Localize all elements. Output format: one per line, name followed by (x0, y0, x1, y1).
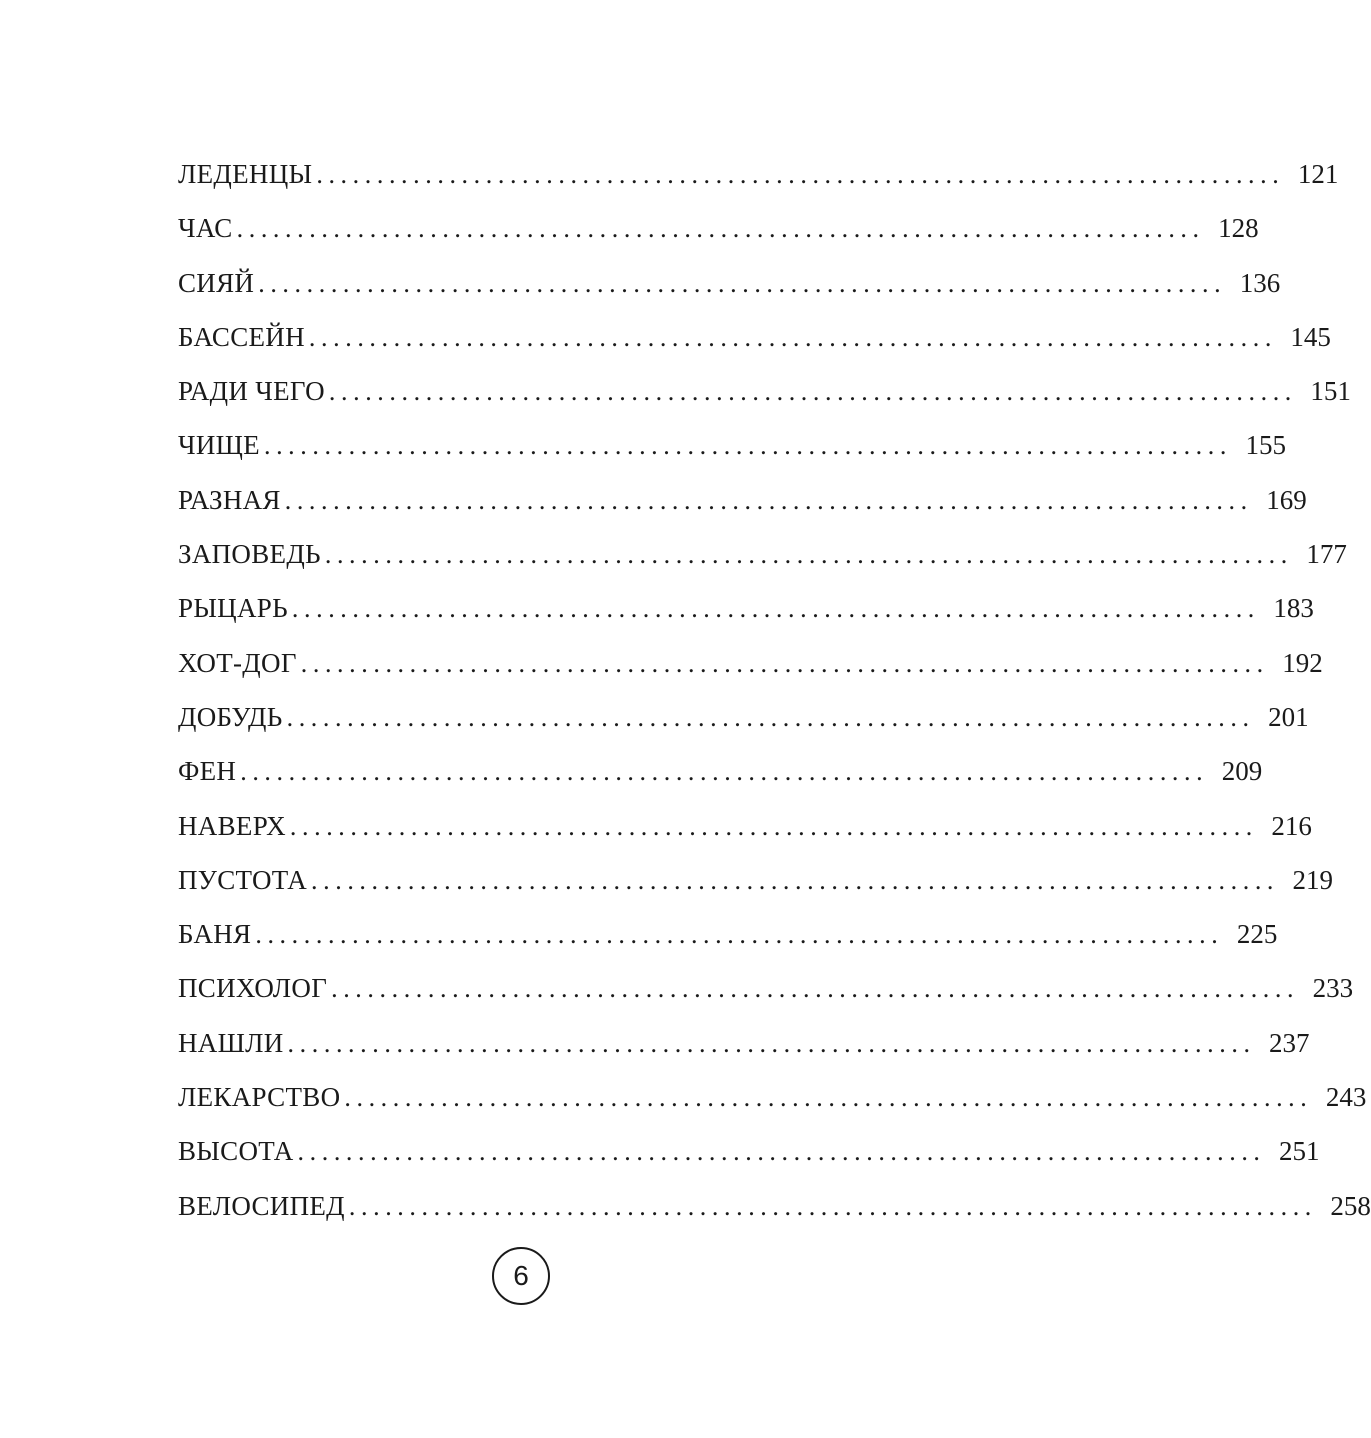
toc-leader-dots: ................................................................................ (255, 920, 1224, 950)
toc-entry-page: 169 (1266, 484, 1307, 515)
toc-entry-page: 225 (1236, 919, 1278, 950)
toc-entry-page: 192 (1282, 647, 1323, 678)
toc-leader-dots: ................................................................................ (287, 1028, 1256, 1058)
toc-leader-dots: ................................................................................ (297, 1137, 1266, 1167)
toc-entry[interactable] (178, 1179, 1371, 1233)
toc-entry-title: РЫЦАРЬ (178, 593, 288, 624)
toc-entry-title: РАДИ ЧЕГО (178, 376, 325, 407)
toc-entry-title: РАЗНАЯ (178, 484, 281, 515)
toc-entry-page: 136 (1239, 267, 1281, 298)
toc-entry-page: 243 (1325, 1082, 1367, 1113)
toc-entry[interactable] (178, 1016, 1310, 1070)
toc-entry-title: ЗАПОВЕДЬ (178, 539, 321, 570)
toc-entry[interactable] (178, 907, 1278, 961)
toc-entry[interactable] (178, 961, 1354, 1015)
toc-entry-page: 151 (1310, 376, 1351, 407)
toc-leader-dots: ................................................................................ (328, 377, 1297, 407)
toc-entry-page: 145 (1290, 321, 1331, 352)
toc-entry[interactable] (178, 256, 1281, 310)
toc-entry-title: ПСИХОЛОГ (178, 973, 328, 1004)
toc-entry-page: 183 (1273, 593, 1314, 624)
toc-entry-title: ПУСТОТА (178, 864, 308, 895)
toc-entry-title: ВЕЛОСИПЕД (178, 1190, 345, 1221)
toc-leader-dots: ................................................................................ (324, 540, 1293, 570)
toc-entry[interactable] (178, 201, 1259, 255)
toc-leader-dots: ................................................................................ (284, 485, 1253, 515)
toc-entry-title: ФЕН (178, 756, 237, 787)
toc-leader-dots: ................................................................................ (311, 865, 1280, 895)
toc-entry-title: БАССЕЙН (178, 321, 305, 352)
toc-entry[interactable] (178, 418, 1286, 472)
toc-entry[interactable] (178, 799, 1312, 853)
toc-entry-page: 216 (1271, 810, 1312, 841)
toc-entry[interactable] (178, 690, 1309, 744)
toc-leader-dots: ................................................................................ (300, 648, 1269, 678)
toc-entry-title: ХОТ-ДОГ (178, 647, 297, 678)
toc-entry[interactable] (178, 147, 1339, 201)
toc-leader-dots: ................................................................................ (344, 1083, 1313, 1113)
toc-entry-title: ЛЕДЕНЦЫ (178, 159, 313, 189)
toc-leader-dots: ................................................................................ (286, 702, 1255, 732)
toc-entry-title: НАВЕРХ (178, 810, 286, 841)
toc-leader-dots: ................................................................................ (258, 268, 1227, 298)
toc-entry-page: 201 (1268, 701, 1309, 732)
toc-entry[interactable] (178, 1070, 1367, 1124)
toc-entry-page: 121 (1297, 159, 1339, 189)
toc-entry-title: ЧИЩЕ (178, 430, 260, 461)
toc-entry-page: 251 (1279, 1136, 1320, 1167)
toc-entry-title: НАШЛИ (178, 1027, 284, 1058)
toc-entry-page: 219 (1292, 864, 1334, 895)
toc-entry-page: 258 (1330, 1190, 1371, 1221)
toc-entry[interactable] (178, 527, 1347, 581)
toc-entry[interactable] (178, 636, 1323, 690)
toc-entry[interactable] (178, 1124, 1320, 1178)
toc-entry[interactable] (178, 364, 1351, 418)
toc-entry-title: ВЫСОТА (178, 1136, 294, 1167)
toc-entry-page: 237 (1269, 1027, 1310, 1058)
toc-entry-page: 155 (1245, 430, 1286, 461)
toc-entry-page: 177 (1306, 539, 1347, 570)
toc-leader-dots: ................................................................................ (291, 594, 1260, 624)
toc-entry[interactable] (178, 744, 1263, 798)
table-of-contents (178, 147, 1371, 1233)
toc-entry[interactable] (178, 853, 1334, 907)
toc-entry-title: СИЯЙ (178, 267, 255, 298)
toc-entry-page: 233 (1312, 973, 1354, 1004)
toc-entry[interactable] (178, 310, 1331, 364)
toc-entry[interactable] (178, 473, 1307, 527)
toc-entry-page: 128 (1218, 213, 1259, 244)
toc-leader-dots: ................................................................................ (240, 757, 1209, 787)
toc-entry-title: ЛЕКАРСТВО (178, 1082, 341, 1113)
toc-leader-dots: ................................................................................ (236, 214, 1205, 244)
toc-leader-dots: ................................................................................ (331, 974, 1300, 1004)
toc-leader-dots: ................................................................................ (263, 431, 1232, 461)
toc-entry-page: 209 (1221, 756, 1263, 787)
toc-entry-title: ДОБУДЬ (178, 701, 283, 732)
toc-entry-title: ЧАС (178, 213, 233, 244)
toc-leader-dots: ................................................................................ (289, 811, 1258, 841)
toc-leader-dots: ................................................................................ (308, 322, 1277, 352)
toc-entry-title: БАНЯ (178, 919, 252, 950)
toc-leader-dots: ................................................................................ (348, 1191, 1317, 1221)
toc-leader-dots: ................................................................................ (316, 160, 1285, 189)
toc-entry[interactable] (178, 581, 1314, 635)
page-number: 6 (492, 1247, 550, 1305)
